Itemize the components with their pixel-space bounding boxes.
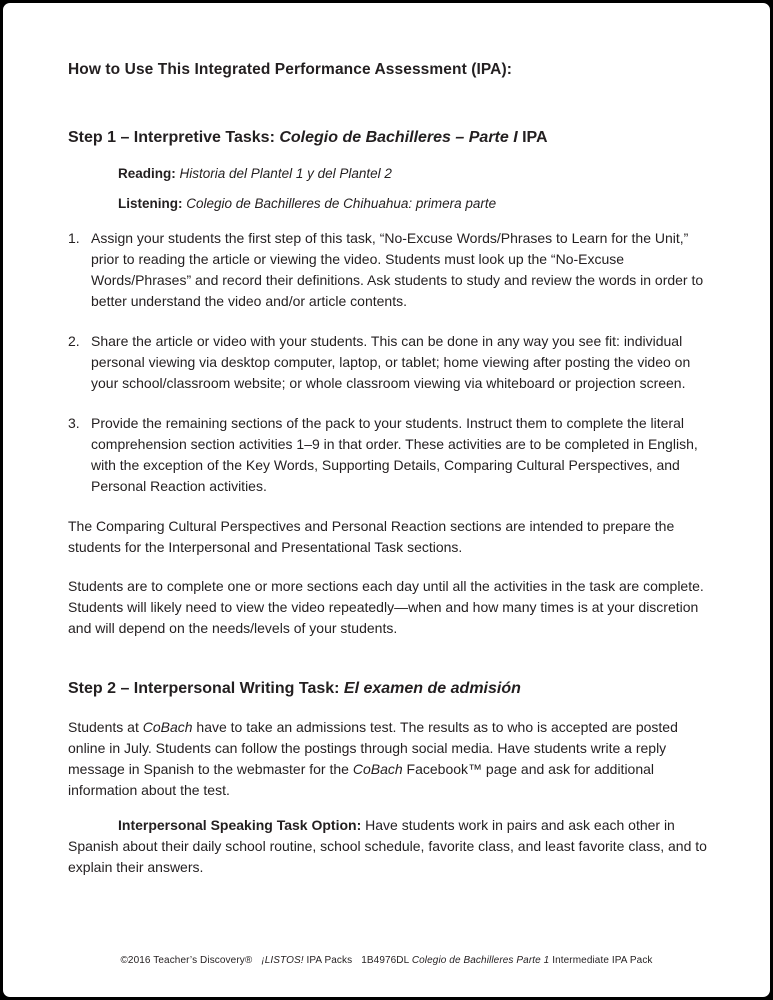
listening-title: Colegio de Bachilleres de Chihuahua: primera parte <box>186 196 497 212</box>
list-item-1-text: Assign your students the first step of this task, “No-Excuse Words/Phrases to Learn for the Unit,” prior to reading the article or viewing the video. Students must look up the “No-Excuse Words/Phrases” and record their definitions. Ask students to study and review the words in order to better understand the video and/or article contents. <box>91 230 704 310</box>
step1-heading-suffix: IPA <box>517 129 548 147</box>
reading-line <box>118 164 710 184</box>
page-footer <box>3 955 770 966</box>
step2-intro-seg-0: Students at <box>68 719 143 736</box>
step1-heading <box>68 128 710 149</box>
page-title: How to Use This Integrated Performance Assessment (IPA): <box>68 61 513 78</box>
listening-label: Listening: <box>118 196 187 212</box>
list-item-3-text: Provide the remaining sections of the pack to your students. Instruct them to complete the literal comprehension section activities 1–9 in that order. These activities are to be completed in English, with the exception of the Key Words, Supporting Details, Comparing Cultural Perspectives, and Personal Reaction activities. <box>91 415 698 495</box>
footer-copyright: ©2016 Teacher’s Discovery® <box>120 955 253 966</box>
step1-heading-italic-title: Colegio de Bachilleres – Parte I <box>279 129 518 147</box>
list-item-2 <box>68 331 710 394</box>
paragraph-pacing: Students are to complete one or more sections each day until all the activities in the task are complete. Students will likely need to view the video repeatedly—when and how many times is at your discretion and will depend on the needs/levels of your students. <box>68 578 704 637</box>
listening-line <box>118 194 710 214</box>
list-item-2-text: Share the article or video with your students. This can be done in any way you see fit: individual personal viewing via desktop computer, laptop, or tablet; home viewing after posting the video on your school/classroom website; or whole classroom viewing via whiteboard or projection screen. <box>91 333 691 392</box>
page-content <box>3 3 770 878</box>
step2-heading <box>68 679 710 700</box>
step2-intro-paragraph <box>68 717 710 801</box>
footer-tail: Intermediate IPA Pack <box>549 955 653 966</box>
list-item-1-number: 1. <box>68 230 80 247</box>
step1-heading-prefix: Step 1 – Interpretive Tasks: <box>68 129 280 147</box>
reading-label: Reading: <box>118 165 180 181</box>
speaking-option-paragraph <box>68 815 710 878</box>
step2-intro-cobach-1: CoBach <box>142 719 193 736</box>
instruction-list <box>68 228 710 497</box>
speaking-option-text: Have students work in pairs and ask each other in Spanish about their daily school routine, school schedule, favorite class, and least favorite class, and to explain their answers. <box>68 817 707 876</box>
speaking-option-label: Interpersonal Speaking Task Option: <box>118 817 366 834</box>
step2-heading-italic-title: El examen de admisión <box>343 680 521 698</box>
step2-intro-seg-4: Facebook™ page and ask for additional information about the test. <box>68 761 655 799</box>
reading-title: Historia del Plantel 1 y del Plantel 2 <box>179 165 392 181</box>
list-item-3-number: 3. <box>68 415 80 432</box>
step2-intro-cobach-2: CoBach <box>352 761 403 778</box>
footer-item-code: 1B4976DL <box>361 955 412 966</box>
step2-intro-seg-2: have to take an admissions test. The results as to who is accepted are posted online in July. Students can follow the postings through social media. Have students write a reply message in Spanish to the webmaster for the <box>68 719 678 778</box>
step2-heading-prefix: Step 2 – Interpersonal Writing Task: <box>68 680 344 698</box>
footer-series-rest: IPA Packs <box>303 955 353 966</box>
footer-series-name: ¡LISTOS! <box>261 955 304 966</box>
list-item-3 <box>68 413 710 497</box>
footer-pack-title: Colegio de Bachilleres Parte 1 <box>411 955 550 966</box>
list-item-1 <box>68 228 710 312</box>
paragraph-comparing: The Comparing Cultural Perspectives and Personal Reaction sections are intended to prepare the students for the Interpersonal and Presentational Task sections. <box>68 518 675 556</box>
list-item-2-number: 2. <box>68 333 80 350</box>
